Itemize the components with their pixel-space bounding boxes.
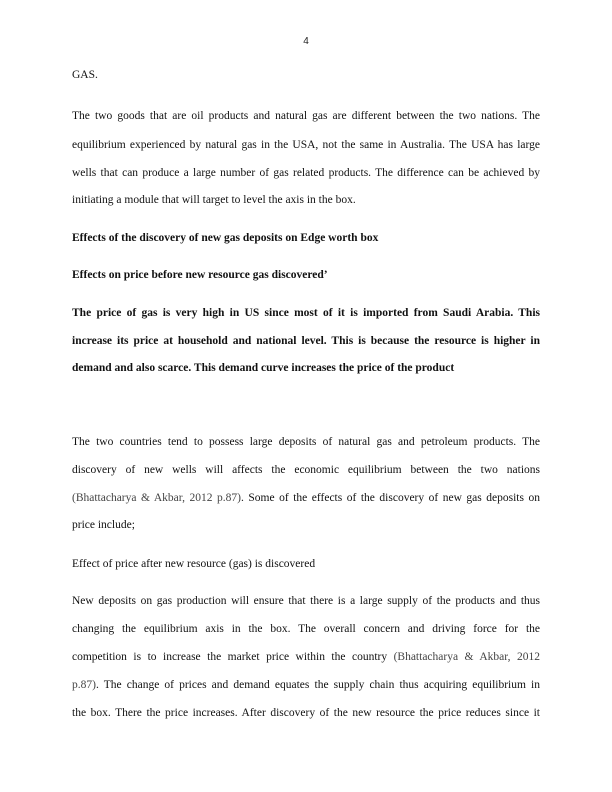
paragraph-line: [72, 650, 540, 664]
paragraph-line: New deposits on gas production will ensure that there is a large supply of the products and thus: [72, 595, 540, 607]
paragraph-text: . The change of prices and demand equates the supply chain thus acquiring equilibrium in: [95, 679, 540, 691]
paragraph-line: price include;: [72, 519, 135, 531]
paragraph-line: equilibrium experienced by natural gas in the USA, not the same in Australia. The USA has large: [72, 139, 540, 151]
bold-paragraph-line: increase its price at household and national level. This is because the resource is higher in: [72, 335, 540, 347]
paragraph-line: wells that can produce a large number of gas related products. The difference can be achieved by: [72, 167, 540, 179]
bold-paragraph-line: demand and also scarce. This demand curve increases the price of the product: [72, 362, 455, 374]
paragraph-text: . Some of the effects of the discovery of new gas deposits on: [241, 492, 540, 504]
paragraph-line: The two goods that are oil products and natural gas are different between the two nations. The: [72, 110, 540, 122]
citation: (Bhattacharya & Akbar, 2012 p.87): [72, 492, 241, 504]
citation: p.87): [72, 679, 96, 691]
paragraph-line: initiating a module that will target to level the axis in the box.: [72, 194, 356, 206]
page-number: 4: [303, 36, 309, 47]
paragraph-line: The two countries tend to possess large deposits of natural gas and petroleum products. The: [72, 436, 540, 448]
citation: (Bhattacharya & Akbar, 2012: [393, 651, 540, 663]
paragraph-line: the box. There the price increases. After discovery of the new resource the price reduces since it: [72, 707, 540, 719]
section-heading-before: Effects on price before new resource gas discovered’: [72, 269, 328, 281]
section-heading-after: Effect of price after new resource (gas) is discovered: [72, 558, 316, 570]
paragraph-line: changing the equilibrium axis in the box. The overall concern and driving force for the: [72, 623, 540, 635]
paragraph-line: [72, 491, 540, 505]
section-heading-effects: Effects of the discovery of new gas deposits on Edge worth box: [72, 232, 379, 244]
paragraph-text: competition is to increase the market price within the country: [72, 651, 394, 663]
paragraph-line: discovery of new wells will affects the economic equilibrium between the two nations: [72, 464, 540, 476]
bold-paragraph-line: The price of gas is very high in US since most of it is imported from Saudi Arabia. This: [72, 307, 540, 319]
paragraph-line: [72, 678, 540, 692]
section-heading-gas: GAS.: [72, 69, 98, 81]
